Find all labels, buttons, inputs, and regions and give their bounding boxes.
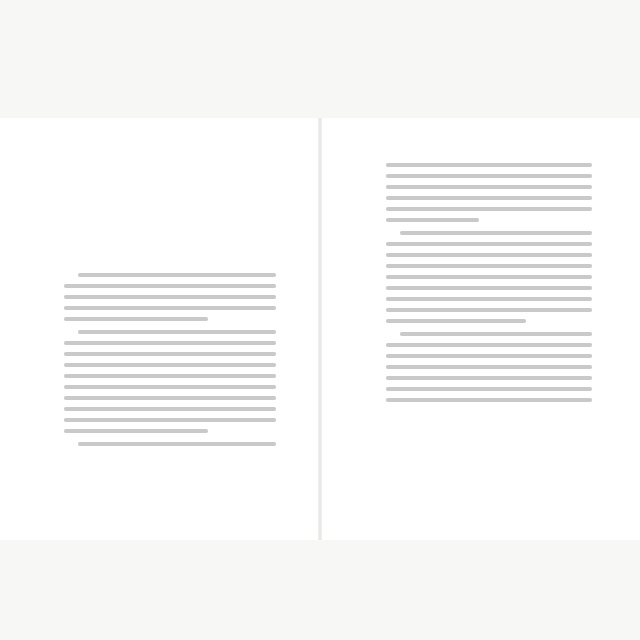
chapter-label (70, 158, 270, 172)
book-spread (0, 118, 640, 540)
top-margin (0, 0, 640, 118)
right-body-text (386, 156, 592, 411)
bottom-margin (0, 540, 640, 640)
left-page (0, 118, 318, 540)
paragraph (386, 231, 592, 323)
right-page (322, 118, 640, 540)
paragraph (64, 442, 276, 446)
paragraph (386, 163, 592, 222)
paragraph (386, 332, 592, 402)
paragraph (64, 273, 276, 321)
chapter-heading (70, 158, 270, 216)
chapter-subtitle (70, 200, 270, 216)
paragraph (64, 330, 276, 433)
left-body-text (64, 266, 276, 455)
chapter-title (70, 178, 270, 196)
